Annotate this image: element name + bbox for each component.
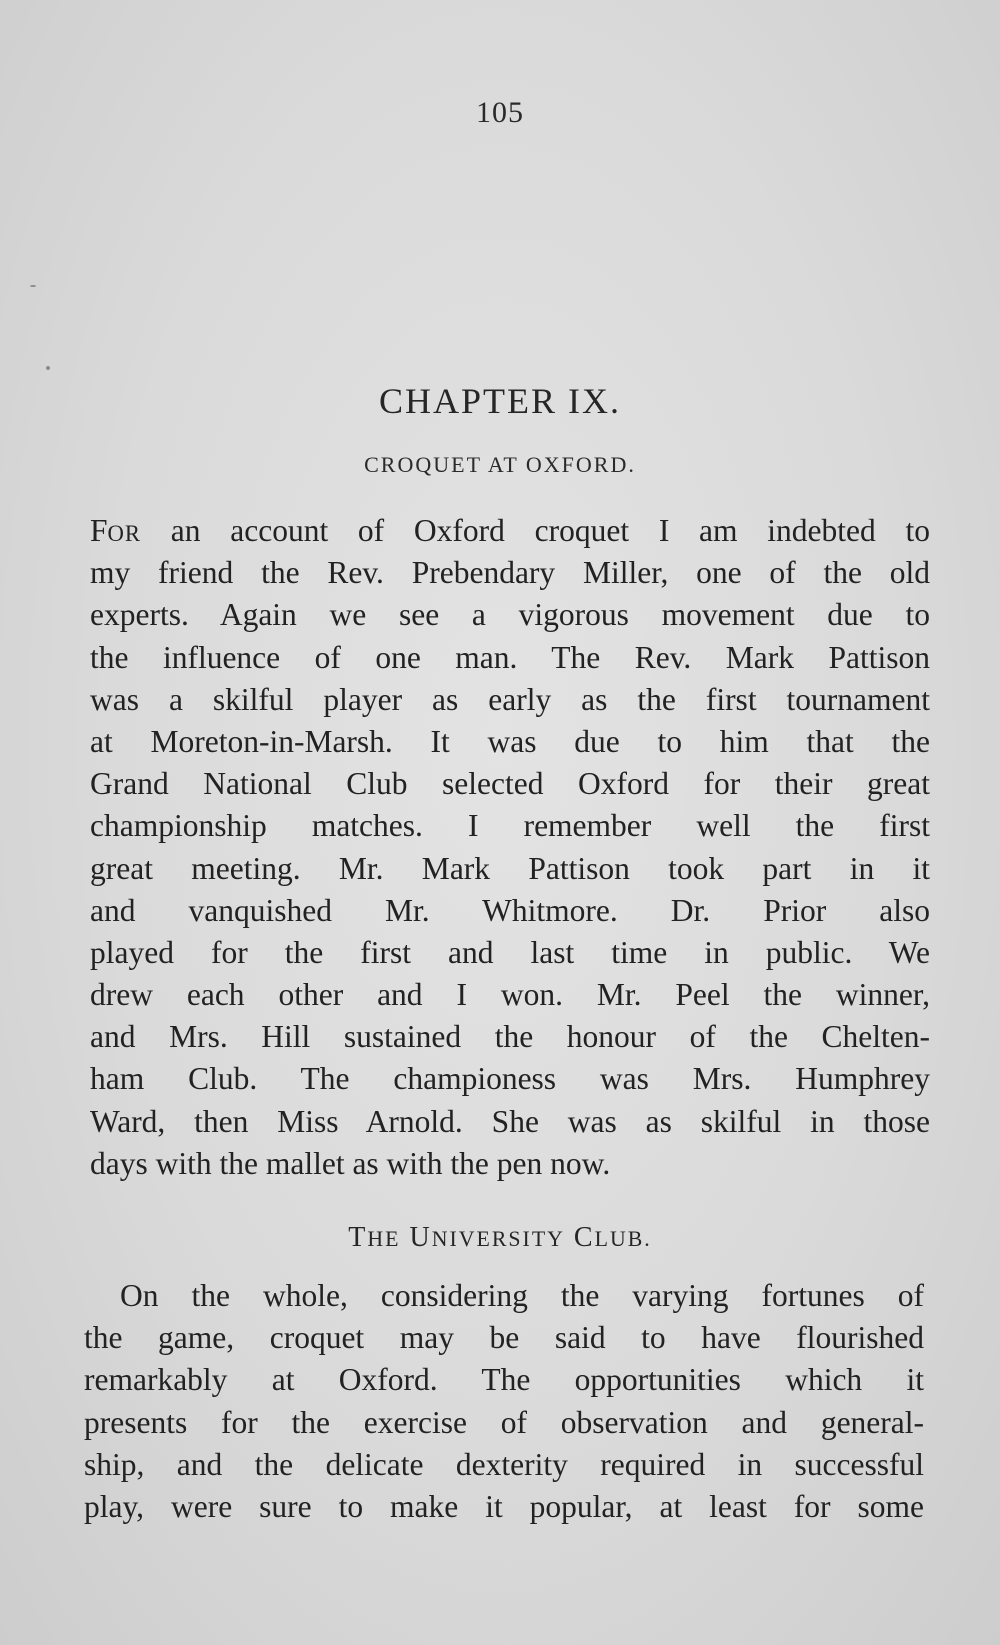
- paragraph-line: at Moreton-in-Marsh. It was due to him that the: [90, 723, 930, 759]
- paragraph-line: the influence of one man. The Rev. Mark Pattison: [90, 639, 930, 675]
- heading-word: THE: [348, 1222, 401, 1253]
- paragraph-line: Grand National Club selected Oxford for their great: [90, 766, 930, 802]
- paragraph-line: Ward, then Miss Arnold. She was as skilful in those: [90, 1103, 930, 1139]
- paragraph-line: [90, 510, 930, 552]
- paragraph-line: and vanquished Mr. Whitmore. Dr. Prior also: [90, 892, 930, 928]
- paragraph-2: [84, 1275, 924, 1528]
- paragraph-line: ship, and the delicate dexterity required in successful: [84, 1446, 924, 1482]
- paragraph-line: experts. Again we see a vigorous movement due to: [90, 597, 930, 633]
- paragraph-line: the game, croquet may be said to have flourished: [84, 1320, 924, 1356]
- line-text: an account of Oxford croquet I am indebted to: [141, 513, 930, 548]
- paragraph-line: my friend the Rev. Prebendary Miller, one of the old: [90, 555, 930, 591]
- chapter-title: CHAPTER IX.: [378, 381, 621, 421]
- section-heading: [0, 1222, 1000, 1254]
- lead-capital: F: [90, 513, 108, 548]
- lead-small-caps: OR: [107, 521, 142, 546]
- paragraph-line: ham Club. The championess was Mrs. Humphrey: [90, 1061, 930, 1097]
- paragraph-line: days with the mallet as with the pen now.: [90, 1145, 611, 1181]
- chapter-subtitle: CROQUET AT OXFORD.: [364, 452, 636, 477]
- paragraph-line: played for the first and last time in public. We: [90, 934, 930, 970]
- paragraph-line: remarkably at Oxford. The opportunities which it: [84, 1362, 924, 1398]
- paragraph-line: championship matches. I remember well the first: [90, 808, 930, 844]
- heading-word: CLUB.: [573, 1222, 652, 1253]
- paragraph-line: drew each other and I won. Mr. Peel the winner,: [90, 977, 930, 1013]
- paper-speck: [30, 285, 36, 287]
- paragraph-1: [90, 510, 930, 1185]
- paragraph-line: On the whole, considering the varying fortunes of: [120, 1278, 924, 1313]
- paragraph-line: great meeting. Mr. Mark Pattison took part in it: [90, 850, 930, 886]
- paper-speck: [46, 366, 50, 370]
- paragraph-line: and Mrs. Hill sustained the honour of the Chelten-: [90, 1019, 930, 1055]
- page-number: 105: [476, 96, 524, 129]
- paragraph-line: was a skilful player as early as the first tournament: [90, 681, 930, 717]
- paragraph-line: play, were sure to make it popular, at least for some: [84, 1488, 924, 1524]
- paragraph-line: presents for the exercise of observation and general-: [84, 1404, 924, 1440]
- heading-word: UNIVERSITY: [409, 1222, 565, 1253]
